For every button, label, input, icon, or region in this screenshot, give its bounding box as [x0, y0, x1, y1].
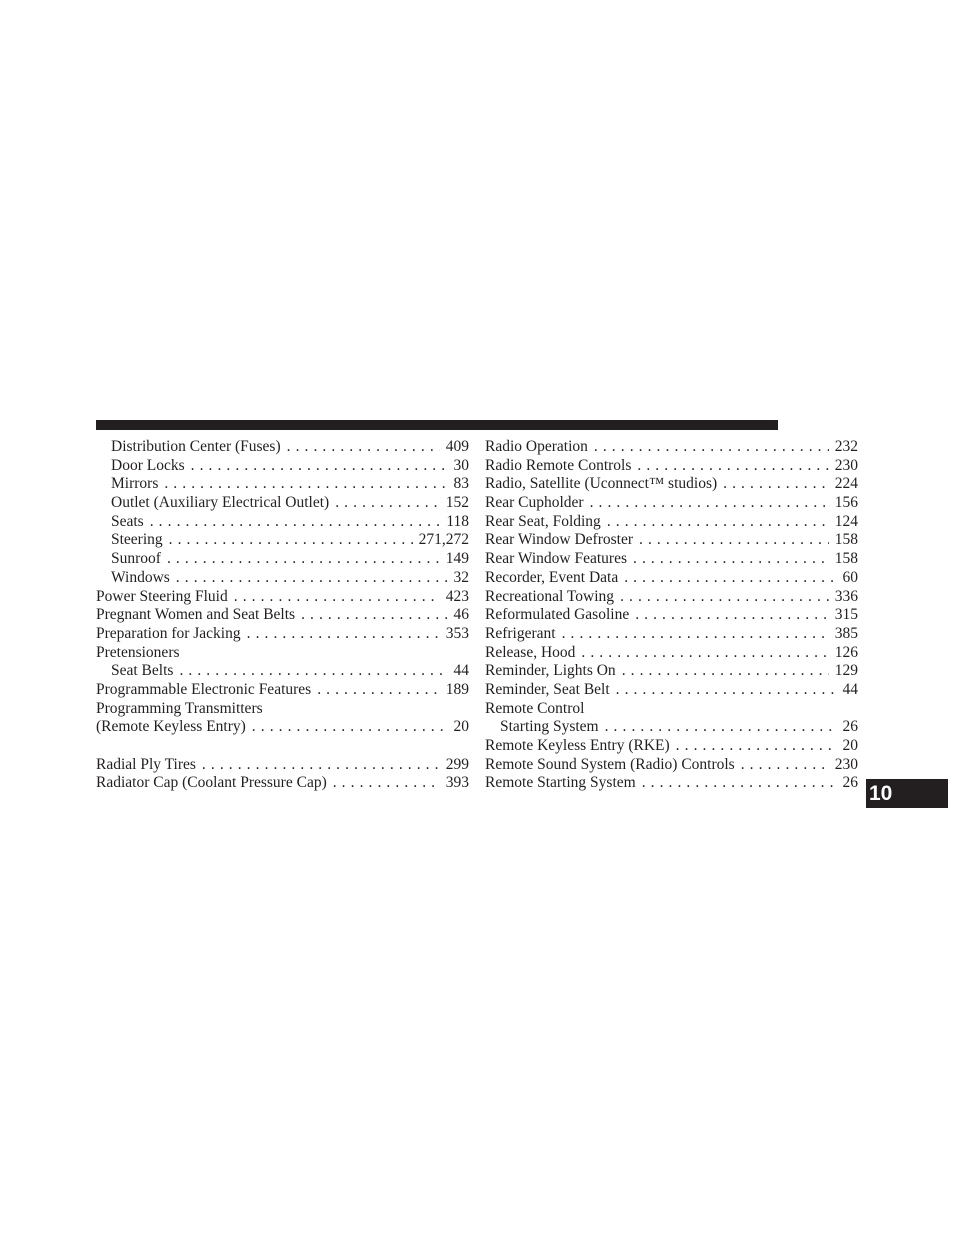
dot-leader: [287, 438, 440, 457]
dot-leader: [620, 588, 829, 607]
dot-leader: [741, 756, 829, 775]
index-entry-page[interactable]: 44: [453, 662, 469, 680]
index-entry[interactable]: [485, 513, 858, 532]
index-entry-label: Seat Belts: [111, 662, 174, 680]
index-entry-label: Recorder, Event Data: [485, 568, 619, 586]
index-entry[interactable]: [96, 457, 469, 476]
index-entry-page[interactable]: 118: [446, 512, 469, 530]
index-entry[interactable]: [96, 774, 469, 793]
index-entry-page[interactable]: 30: [453, 456, 469, 474]
dot-leader: [622, 662, 829, 681]
index-entry-page[interactable]: 423: [445, 587, 469, 605]
index-entry-label: Seats: [111, 512, 144, 530]
index-entry-label: Mirrors: [111, 475, 159, 493]
index-entry-label: Windows: [111, 568, 170, 586]
index-entry[interactable]: [96, 569, 469, 588]
index-entry[interactable]: [96, 681, 469, 700]
dot-leader: [167, 550, 440, 569]
index-entry[interactable]: [96, 475, 469, 494]
index-entry-label: Preparation for Jacking: [96, 624, 241, 642]
dot-leader: [594, 438, 829, 457]
index-entry-label: Radio Remote Controls: [485, 456, 632, 474]
index-entry-page[interactable]: 60: [842, 568, 858, 586]
index-entry[interactable]: [485, 606, 858, 625]
index-entry[interactable]: [485, 531, 858, 550]
index-entry[interactable]: [96, 606, 469, 625]
index-column-left: [96, 438, 469, 793]
index-entry-label: Sunroof: [111, 550, 161, 568]
index-entry: [96, 700, 469, 719]
dot-leader: [252, 718, 448, 737]
index-entry-page[interactable]: 129: [834, 662, 858, 680]
index-entry-page[interactable]: 315: [834, 606, 858, 624]
index-entry-page[interactable]: 83: [453, 475, 469, 493]
index-entry[interactable]: [96, 756, 469, 775]
index-entry-label: Pregnant Women and Seat Belts: [96, 606, 296, 624]
index-entry-page[interactable]: 189: [445, 680, 469, 698]
index-entry[interactable]: [485, 737, 858, 756]
dot-leader: [247, 625, 440, 644]
index-entry[interactable]: [96, 625, 469, 644]
index-entry-label: Radiator Cap (Coolant Pressure Cap): [96, 774, 327, 792]
index-entry-label: Release, Hood: [485, 643, 576, 661]
index-entry-page[interactable]: 32: [453, 568, 469, 586]
index-entry-label: Reminder, Seat Belt: [485, 680, 610, 698]
dot-leader: [581, 644, 828, 663]
dot-leader: [635, 606, 829, 625]
index-entry-label: (Remote Keyless Entry): [96, 718, 246, 736]
index-entry-page[interactable]: 232: [834, 438, 858, 455]
index-entry[interactable]: [96, 438, 469, 457]
index-entry-page[interactable]: 158: [834, 531, 858, 549]
index-entry-label: Remote Starting System: [485, 774, 636, 792]
index-entry-label: Reminder, Lights On: [485, 662, 616, 680]
index-entry-label: Distribution Center (Fuses): [111, 438, 281, 455]
index-entry[interactable]: [485, 625, 858, 644]
index-entry-page[interactable]: 124: [834, 512, 858, 530]
index-entry-label: Pretensioners: [96, 643, 180, 661]
index-entry[interactable]: [485, 438, 858, 457]
index-entry-page[interactable]: 409: [445, 438, 469, 455]
dot-leader: [605, 718, 837, 737]
index-entry-label: Reformulated Gasoline: [485, 606, 630, 624]
index-entry-label: Remote Control: [485, 699, 585, 717]
index-entry[interactable]: [96, 531, 469, 550]
index-column-right: [485, 438, 858, 793]
index-entry-page[interactable]: 299: [445, 755, 469, 773]
index-entry-page[interactable]: 44: [842, 680, 858, 698]
index-entry-label: Door Locks: [111, 456, 185, 474]
dot-leader: [179, 662, 447, 681]
header-rule: [96, 420, 778, 430]
index-entry-label: Recreational Towing: [485, 587, 615, 605]
index-entry-label: Rear Window Defroster: [485, 531, 634, 549]
dot-leader: [202, 756, 440, 775]
index-entry: [96, 737, 469, 756]
dot-leader: [723, 475, 829, 494]
index-entry-page[interactable]: 353: [445, 624, 469, 642]
index-entry[interactable]: [96, 662, 469, 681]
index-entry[interactable]: [96, 588, 469, 607]
index-entry[interactable]: [96, 550, 469, 569]
index-entry-label: Steering: [111, 531, 163, 549]
index-entry[interactable]: [485, 681, 858, 700]
dot-leader: [150, 513, 441, 532]
dot-leader: [624, 569, 836, 588]
index-entry-page[interactable]: 156: [834, 494, 858, 512]
index-entry-label: Rear Seat, Folding: [485, 512, 601, 530]
index-entry-page[interactable]: 230: [834, 755, 858, 773]
dot-leader: [164, 475, 447, 494]
dot-leader: [633, 550, 829, 569]
dot-leader: [607, 513, 829, 532]
index-entry-page[interactable]: 336: [834, 587, 858, 605]
index-entry-label: Outlet (Auxiliary Electrical Outlet): [111, 494, 330, 512]
index-entry-label: Radial Ply Tires: [96, 755, 196, 773]
dot-leader: [676, 737, 837, 756]
index-entry-label: Remote Keyless Entry (RKE): [485, 737, 670, 754]
index-entry: [485, 700, 858, 719]
index-entry[interactable]: [485, 550, 858, 569]
dot-leader: [639, 531, 829, 550]
index-entry[interactable]: [485, 475, 858, 494]
index-entry[interactable]: [485, 494, 858, 513]
index-entry-page[interactable]: 230: [834, 456, 858, 474]
index-entry-page[interactable]: 26: [842, 774, 858, 792]
index-entry-page[interactable]: 385: [834, 624, 858, 642]
dot-leader: [562, 625, 829, 644]
dot-leader: [637, 457, 828, 476]
index-entry-label: Programmable Electronic Features: [96, 680, 312, 698]
index-entry[interactable]: [96, 494, 469, 513]
index-entry[interactable]: [96, 513, 469, 532]
index-entry[interactable]: [485, 569, 858, 588]
index-entry-label: Power Steering Fluid: [96, 587, 228, 605]
dot-leader: [169, 531, 413, 550]
index-entry-page[interactable]: 126: [834, 643, 858, 661]
index-entry-label: Radio, Satellite (Uconnect™ studios): [485, 475, 718, 493]
index-entry-label: Rear Cupholder: [485, 494, 584, 512]
index-entry[interactable]: [485, 774, 858, 793]
index-entry-page[interactable]: 152: [445, 494, 469, 512]
dot-leader: [642, 774, 837, 793]
dot-leader: [191, 457, 448, 476]
dot-leader: [335, 494, 440, 513]
index-entry[interactable]: [485, 662, 858, 681]
index-entry-page[interactable]: 149: [445, 550, 469, 568]
index-entry-page[interactable]: 224: [834, 475, 858, 493]
index-entry-page[interactable]: 20: [453, 718, 469, 736]
dot-leader: [333, 774, 440, 793]
index-entry-label: Rear Window Features: [485, 550, 627, 568]
index-entry-label: Starting System: [500, 718, 599, 736]
index-entry[interactable]: [96, 718, 469, 737]
index-entry-page[interactable]: 26: [842, 718, 858, 736]
index-entry-label: Refrigerant: [485, 624, 556, 642]
index-entry-label: Radio Operation: [485, 438, 588, 455]
dot-leader: [590, 494, 829, 513]
index-entry-page[interactable]: 393: [445, 774, 469, 792]
index-entry[interactable]: [485, 457, 858, 476]
index-entry[interactable]: [485, 718, 858, 737]
dot-leader: [301, 606, 447, 625]
dot-leader: [616, 681, 837, 700]
index-entry-label: Remote Sound System (Radio) Controls: [485, 755, 735, 773]
index-entry[interactable]: [485, 644, 858, 663]
index-entry-page[interactable]: 46: [453, 606, 469, 624]
index-entry[interactable]: [485, 588, 858, 607]
index-entry-page[interactable]: 271,272: [418, 531, 469, 549]
dot-leader: [234, 588, 440, 607]
chapter-tab[interactable]: 10: [866, 779, 948, 808]
index-entry-page[interactable]: 158: [834, 550, 858, 568]
dot-leader: [176, 569, 448, 588]
index-entry-label: Programming Transmitters: [96, 699, 263, 717]
index-entry[interactable]: [485, 756, 858, 775]
index-entry-page[interactable]: 20: [842, 737, 858, 754]
index-entry: [96, 644, 469, 663]
dot-leader: [317, 681, 440, 700]
